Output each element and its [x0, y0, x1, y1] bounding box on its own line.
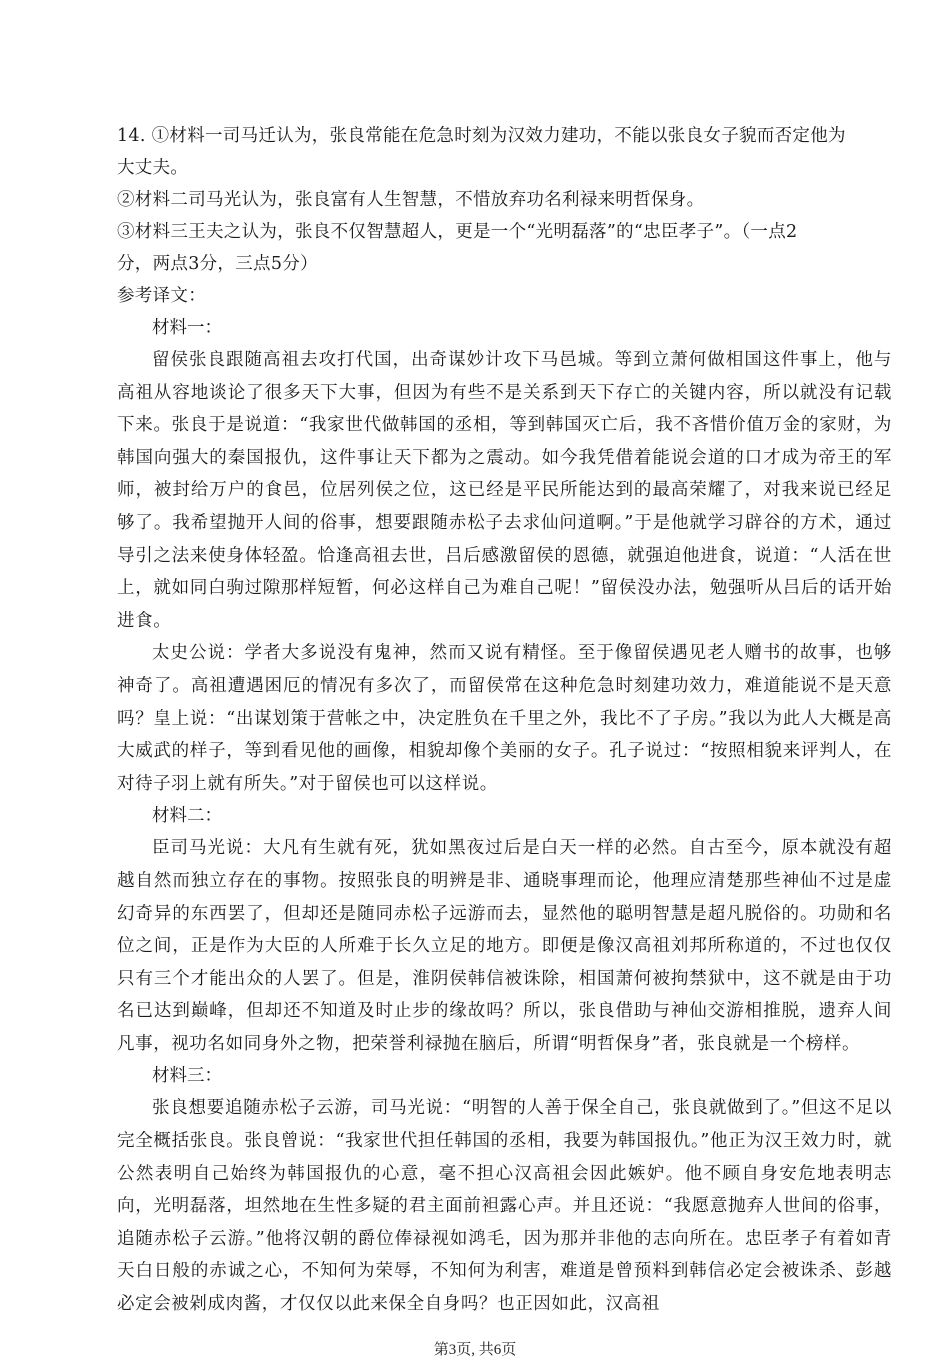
material-1-paragraph-1: 留侯张良跟随高祖去攻打代国，出奇谋妙计攻下马邑城。等到立萧何做相国这件事上，他与高祖从容地谈论了很多天下大事，但因为有些不是关系到天下存亡的关键内容，所以就没有记载下来。张良于是说道：“我家世代做韩国的丞相，等到韩国灭亡后，我不吝惜价值万金的家财，为韩国向强大的秦国报仇，这件事让天下都为之震动。如今我凭借着能说会道的口才成为帝王的军师，被封给万户的食邑，位居列侯之位，这已经是平民所能达到的最高荣耀了，对我来说已经足够了。我希望抛开人间的俗事，想要跟随赤松子去求仙问道啊。”于是他就学习辟谷的方术，通过导引之法来使身体轻盈。恰逢高祖去世，吕后感激留侯的恩德，就强迫他进食，说道：“人活在世上，就如同白驹过隙那样短暂，何必这样自己为难自己呢！”留侯没办法，勉强听从吕后的话开始进食。	[117, 350, 892, 631]
answer-line-1: 14. ①材料一司马迁认为，张良常能在危急时刻为汉效力建功，不能以张良女子貌而否定他为	[117, 126, 846, 146]
material-1-heading: 材料一：	[152, 318, 222, 338]
answer-line-4: ③材料三王夫之认为，张良不仅智慧超人，更是一个“光明磊落”的“忠臣孝子”。（一点2	[117, 222, 798, 242]
material-2-heading: 材料二：	[152, 806, 222, 827]
page-number-footer: 第3页, 共6页	[433, 1342, 517, 1358]
material-3-heading: 材料三：	[152, 1066, 222, 1087]
answer-line-3: ②材料二司马光认为，张良富有人生智慧，不惜放弃功名利禄来明哲保身。	[117, 190, 705, 210]
material-3-paragraph-1: 张良想要追随赤松子云游，司马光说：“明智的人善于保全自己，张良就做到了。”但这不足以完全概括张良。张良曾说：“我家世代担任韩国的丞相，我要为韩国报仇。”他正为汉王效力时，就公然表明自己始终为韩国报仇的心意，毫不担心汉高祖会因此嫉妒。他不顾自身安危地表明志向，光明磊落，坦然地在生性多疑的君主面前袒露心声。并且还说：“我愿意抛弃人世间的俗事，追随赤松子云游。”他将汉朝的爵位俸禄视如鸿毛，因为那并非他的志向所在。忠臣孝子有着如青天白日般的赤诚之心，不知何为荣辱，不知何为利害，难道是曾预料到韩信必定会被诛杀、彭越必定会被剁成肉酱，才仅仅以此来保全自身吗？也正因如此，汉高祖	[117, 1098, 892, 1315]
material-2-paragraph-1: 臣司马光说：大凡有生就有死，犹如黑夜过后是白天一样的必然。自古至今，原本就没有超越自然而独立存在的事物。按照张良的明辨是非、通晓事理而论，他理应清楚那些神仙不过是虚幻奇异的东西罢了，但却还是随同赤松子远游而去，显然他的聪明智慧是超凡脱俗的。功勋和名位之间，正是作为大臣的人所难于长久立足的地方。即便是像汉高祖刘邦所称道的，不过也仅仅只有三个才能出众的人罢了。但是，淮阴侯韩信被诛除，相国萧何被拘禁狱中，这不就是由于功名已达到巅峰，但却还不知道及时止步的缘故吗？所以，张良借助与神仙交游相推脱，遗弃人间凡事，视功名如同身外之物，把荣誉利禄抛在脑后，所谓“明哲保身”者，张良就是一个榜样。	[117, 838, 892, 1054]
page-content	[117, 120, 892, 1321]
reference-translation-title: 参考译文：	[117, 286, 206, 306]
answer-line-5: 分，两点3分，三点5分）	[117, 254, 318, 274]
answer-line-2: 大丈夫。	[117, 158, 189, 178]
material-1-paragraph-2: 太史公说：学者大多说没有鬼神，然而又说有精怪。至于像留侯遇见老人赠书的故事，也够神奇了。高祖遭遇困厄的情况有多次了，而留侯常在这种危急时刻建功效力，难道能说不是天意吗？皇上说：“出谋划策于营帐之中，决定胜负在千里之外，我比不了子房。”我以为此人大概是高大威武的样子，等到看见他的画像，相貌却像个美丽的女子。孔子说过：“按照相貌来评判人，在对待子羽上就有所失。”对于留侯也可以这样说。	[117, 643, 892, 794]
